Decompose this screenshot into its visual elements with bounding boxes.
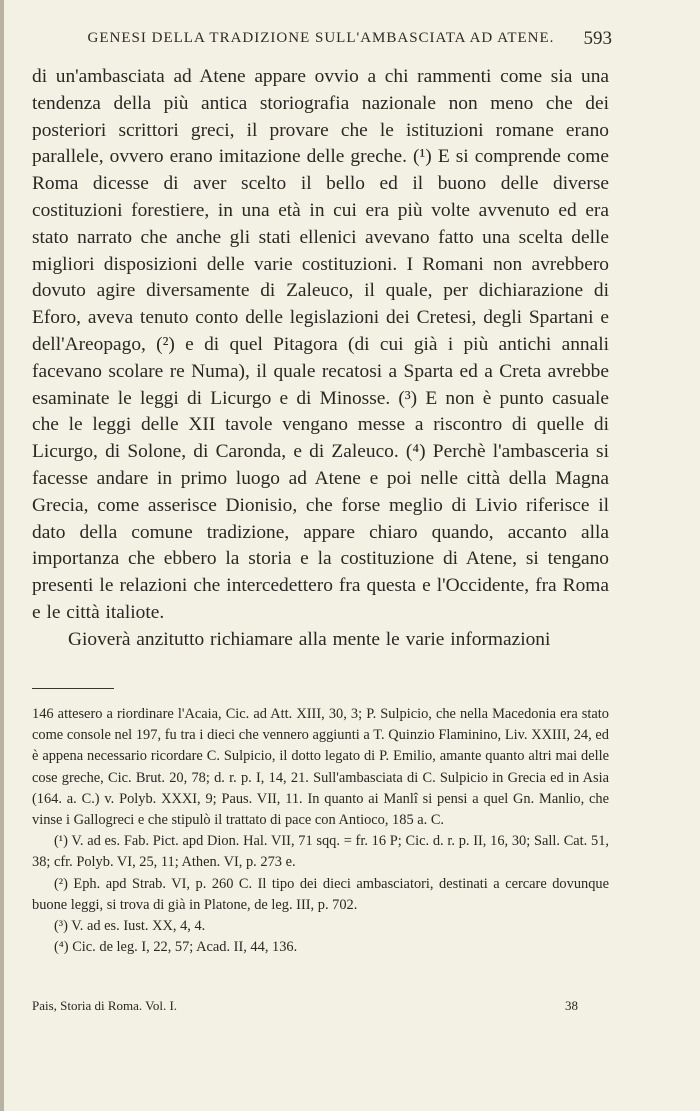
page-number: 593 [583, 28, 612, 49]
footnote: (⁴) Cic. de leg. I, 22, 57; Acad. II, 44, 136. [54, 939, 298, 956]
main-text [32, 64, 609, 654]
page-edge [0, 0, 4, 1111]
paragraph: Gioverà anzitutto richiamare alla mente le varie informazioni [68, 628, 551, 650]
running-title: GENESI DELLA TRADIZIONE SULL'AMBASCIATA AD ATENE. [87, 30, 555, 46]
footnote-continuation: 146 attesero a riordinare l'Acaia, Cic. ad Att. XIII, 30, 3; P. Sulpicio, che nella Macedonia era stato come console nel 197, fu tra i dieci che vennero aggiunti a T. Quinzio Flaminino, Liv. XXIII, 24, ed è appena necessario ricordare C. Sulpicio, il dotto legato di P. Emilio, amante quanto altri mai delle cose greche, Cic. Brut. 20, 78; d. r. p. I, 14, 21. Sull'ambasciata di C. Sulpicio in Grecia ed in Asia (164. a. C.) v. Polyb. XXXI, 9; Paus. VII, 11. In quanto ai Manlî si pensi a quel Gn. Manlio, che vinse i Gallogreci e che stipulò il trattato di pace con Antioco, 185 a. C. [32, 706, 609, 829]
footnote: (³) V. ad es. Iust. XX, 4, 4. [54, 918, 206, 935]
paragraph: di un'ambasciata ad Atene appare ovvio a chi rammenti come sia una tendenza della più antica storiografia nazionale non meno che dei posteriori scrittori greci, il provare che le istituzioni romane erano parallele, ovvero erano imitazione delle greche. (¹) E si comprende come Roma dicesse di aver scelto il bello ed il buono delle diverse costituzioni forestiere, in una età in cui era più volte avvenuto ed era stato narrato che anche gli stati ellenici avevano fatto una scelta delle migliori disposizioni delle varie costituzioni. I Romani non avrebbero dovuto agire diversamente di Zaleuco, il quale, per dichiarazione di Eforo, aveva tenuto conto delle legislazioni dei Cretesi, degli Spartani e dell'Areopago, (²) e di quel Pitagora (di cui già i più antichi annali facevano scolare re Numa), il quale recatosi a Sparta ed a Creta avrebbe esaminate le leggi di Licurgo e di Minosse. (³) E non è punto casuale che le leggi delle XII tavole vengano messe a riscontro di quelle di Licurgo, di Solone, di Caronda, e di Zaleuco. (⁴) Perchè l'ambasceria si facesse andare in primo luogo ad Atene e poi nelle città della Magna Grecia, come asserisce Dionisio, che forse meglio di Livio riferisce il dato della comune tradizione, appare chiaro quando, accanto alla importanza che ebbero la storia e la costituzione di Atene, si tengano presenti le relazioni che intercedettero fra questa e l'Occidente, fra Roma e le città italiote. [32, 66, 609, 623]
footnotes [32, 704, 609, 958]
signature-mark: Pais, Storia di Roma. Vol. I. [32, 998, 178, 1013]
footnote: (²) Eph. apd Strab. VI, p. 260 C. Il tipo dei dieci ambasciatori, destinati a cercare dovunque buone leggi, si trova di già in Platone, de leg. III, p. 702. [32, 875, 609, 913]
page-footer [32, 998, 578, 1014]
sheet-number: 38 [565, 998, 578, 1013]
footnote: (¹) V. ad es. Fab. Pict. apd Dion. Hal. VII, 71 sqq. = fr. 16 P; Cic. d. r. p. II, 16, 30; Sall. Cat. 51, 38; cfr. Polyb. VI, 25, 11; Athen. VI, p. 273 e. [32, 833, 609, 871]
footnote-divider [32, 688, 114, 689]
